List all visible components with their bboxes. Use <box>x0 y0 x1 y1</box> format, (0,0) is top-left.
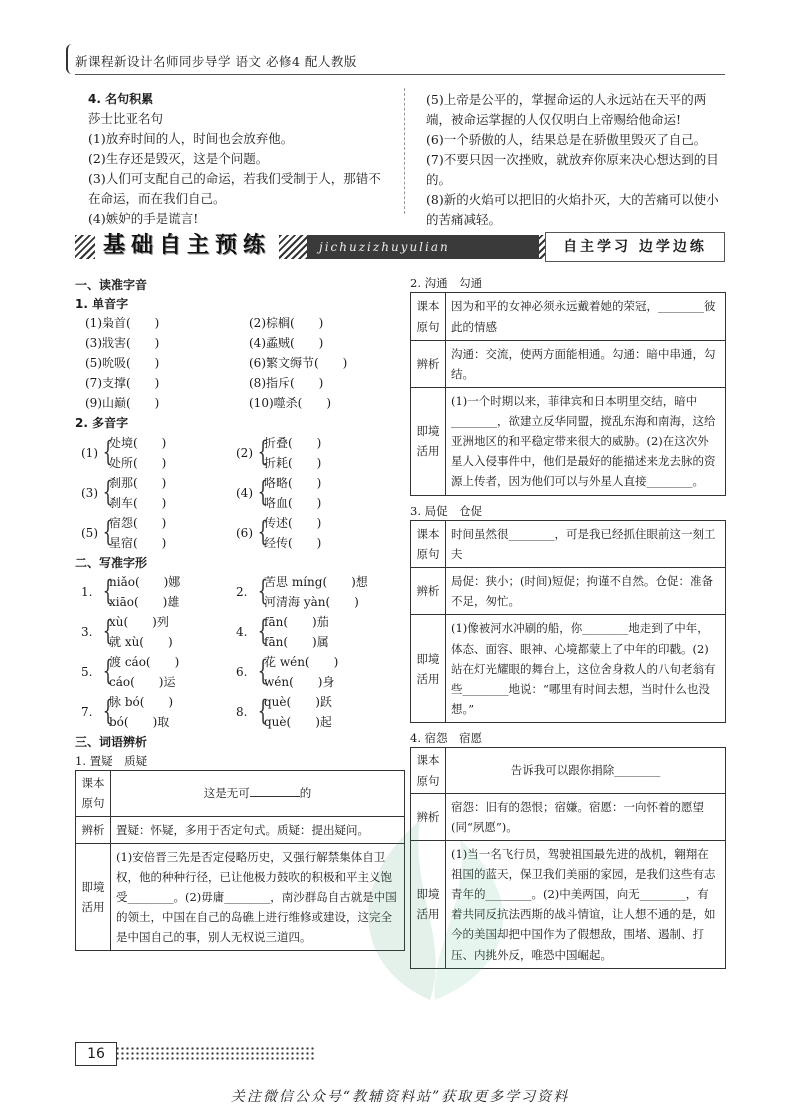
single-char-item: (2)棕榈( ) <box>249 316 324 331</box>
char-form-item <box>236 613 391 653</box>
brace: { <box>257 474 269 508</box>
item-number: 3. <box>81 625 93 640</box>
reading-a: 宿怨( ) <box>109 515 167 530</box>
item-number: 7. <box>81 705 93 720</box>
banner-title: 基础自主预练 <box>95 230 279 262</box>
use-text: (1)当一名飞行员，驾驶祖国最先进的战机，翱翔在祖国的蓝天，保卫我们美丽的家园，是我们这些有志青年的________。(2)中美两国，向无________，有着共同反抗法西斯的战斗情谊，让人想不通的是，如今的美国却把中国作为了假想敌，围堵、遏制、打压、内挑外反，唯恐中国崛起。 <box>446 840 726 968</box>
analysis-text: 宿怨：旧有的怨恨；宿嫌。宿愿：一向怀着的愿望(同“夙愿”)。 <box>446 793 726 840</box>
brace: { <box>102 474 114 508</box>
part1-heading: 一、读准字音 <box>75 278 148 292</box>
famous-quotes-continued <box>426 90 726 230</box>
char-form-item <box>81 693 236 733</box>
page-header: 新课程新设计名师同步导学 语文 必修4 配人教版 <box>75 54 357 69</box>
brace: { <box>257 434 269 468</box>
row-label-use: 即境活用 <box>76 843 111 951</box>
form-b: 河清海 yàn( ) <box>264 594 359 609</box>
row-label-analysis: 辨析 <box>76 816 111 843</box>
single-char-item: (10)噬杀( ) <box>249 396 331 411</box>
quote-8: (8)新的火焰可以把旧的火焰扑灭，大的苦痛可以使小的苦痛减轻。 <box>426 192 719 227</box>
row-label-use: 即境活用 <box>411 840 446 968</box>
item-number: 8. <box>236 705 248 720</box>
row-label-analysis: 辨析 <box>411 793 446 840</box>
orig-sentence: 因为和平的女神必须永远戴着她的荣冠，________彼此的情感 <box>446 293 726 340</box>
item-number: 5. <box>81 665 93 680</box>
orig-text-b: 的 <box>299 786 312 801</box>
single-char-item: (5)吮吸( ) <box>85 356 160 371</box>
single-char-heading: 1. 单音字 <box>75 297 129 312</box>
form-a: 花 wén( ) <box>264 654 339 669</box>
form-b: cáo( )运 <box>109 674 176 689</box>
char-form-list <box>81 573 405 733</box>
single-char-list <box>85 314 405 414</box>
analysis-text: 沟通：交流，使两方面能相通。勾通：暗中串通，勾结。 <box>446 340 726 387</box>
char-form-item <box>81 613 236 653</box>
brace: { <box>102 514 114 548</box>
brace: { <box>102 434 114 468</box>
single-char-item: (7)支撑( ) <box>85 376 160 391</box>
reading-a: 传述( ) <box>264 515 322 530</box>
multi-char-item <box>81 514 236 554</box>
brace: { <box>257 573 269 607</box>
quote-1: (1)放弃时间的人，时间也会放弃他。 <box>88 131 294 147</box>
column-divider <box>404 88 405 214</box>
brace: { <box>257 613 269 647</box>
form-a: què( )跃 <box>264 694 332 709</box>
row-label-orig: 课本原句 <box>411 293 446 340</box>
reading-a: 咯略( ) <box>264 475 322 490</box>
row-label-analysis: 辨析 <box>411 340 446 387</box>
item-number: (2) <box>236 445 253 460</box>
quote-4: (4)嫉妒的手是谎言! <box>88 211 199 227</box>
form-b: bó( )取 <box>109 714 170 729</box>
item-number: (5) <box>81 525 98 540</box>
brace: { <box>102 613 114 647</box>
use-text: (1)一个时期以来，菲律宾和日本明里交结，暗中________，欲建立反华同盟，搅乱东海和南海，这给亚洲地区的和平稳定带来很大的威胁。(2)在这次外星人入侵事件中，他们是最好的能描述来龙去脉的资源上传者，因为他们可以与外星人直接________。 <box>446 387 726 495</box>
row-label-orig: 课本原句 <box>411 520 446 567</box>
word-table-4 <box>410 747 726 968</box>
item-number: 2. <box>236 585 248 600</box>
reading-a: 折叠( ) <box>264 435 322 450</box>
multi-char-list <box>81 434 405 554</box>
word-table-2 <box>410 292 726 495</box>
reading-b: 星宿( ) <box>109 535 167 550</box>
item-number: (4) <box>236 485 253 500</box>
multi-char-heading: 2. 多音字 <box>75 416 129 431</box>
brace: { <box>257 693 269 727</box>
quote-2: (2)生存还是毁灭，这是个问题。 <box>88 151 269 167</box>
page-number-dots <box>115 1046 315 1060</box>
multi-char-item <box>81 474 236 514</box>
reading-b: 经传( ) <box>264 535 322 550</box>
row-label-use: 即境活用 <box>411 615 446 723</box>
reading-a: 处境( ) <box>109 435 167 450</box>
word-table-3 <box>410 520 726 723</box>
row-label-orig: 课本原句 <box>411 748 446 793</box>
single-char-item: (6)繁文缛节( ) <box>249 356 348 371</box>
banner-tag: 自主学习 边学边练 <box>545 232 725 262</box>
brace: { <box>102 573 114 607</box>
quotes-intro: 莎士比亚名句 <box>88 111 164 127</box>
row-label-use: 即境活用 <box>411 387 446 495</box>
quote-5: (5)上帝是公平的，掌握命运的人永远站在天平的两端，被命运掌握的人仅仅明白上帝赐给他命运! <box>426 92 707 127</box>
brace: { <box>257 653 269 687</box>
multi-char-item <box>236 474 391 514</box>
char-form-item <box>236 693 391 733</box>
table2-title: 2. 沟通 勾通 <box>410 276 483 290</box>
form-b: wén( )身 <box>264 674 335 689</box>
char-form-item <box>81 653 236 693</box>
single-char-item: (8)指斥( ) <box>249 376 324 391</box>
quote-7: (7)不要只因一次挫败，就放弃你原来决心想达到的目的。 <box>426 152 719 187</box>
char-form-item <box>236 573 391 613</box>
form-a: 脉 bó( ) <box>109 694 174 709</box>
reading-a: 刹那( ) <box>109 475 167 490</box>
form-b: xiāo( )雄 <box>109 594 180 609</box>
blank <box>250 784 300 797</box>
reading-b: 处所( ) <box>109 455 167 470</box>
form-b: què( )起 <box>264 714 332 729</box>
banner-pinyin: jichuzizhuyulian <box>307 235 539 259</box>
use-text: (1)像被河水冲刷的船，你________地走到了中年，体态、面容、眼神、心境都蒙上了中年的印戳。(2)站在灯光耀眼的舞台上，这位舍身救人的八旬老翁有些________地说：“哪里有时间去想，当时什么也没想。” <box>446 615 726 723</box>
table3-title: 3. 局促 仓促 <box>410 503 483 518</box>
part3-heading: 三、词语辨析 <box>75 734 148 749</box>
quote-6: (6)一个骄傲的人，结果总是在骄傲里毁灭了自己。 <box>426 132 707 147</box>
left-column <box>75 276 405 951</box>
page-number-block <box>75 1042 275 1064</box>
row-label-orig: 课本原句 <box>76 771 111 816</box>
quote-3: (3)人们可支配自己的命运，若我们受制于人，那错不在命运，而在我们自己。 <box>88 171 381 207</box>
part2-heading: 二、写准字形 <box>75 555 148 570</box>
reading-b: 咯血( ) <box>264 495 322 510</box>
item-number: (6) <box>236 525 253 540</box>
form-a: niǎo( )娜 <box>109 574 181 589</box>
orig-sentence <box>111 771 405 816</box>
analysis-text: 局促：狭小；(时间)短促；拘谨不自然。仓促：准备不足，匆忙。 <box>446 568 726 615</box>
table4-title: 4. 宿怨 宿愿 <box>410 731 483 746</box>
brace: { <box>257 514 269 548</box>
brace: { <box>102 693 114 727</box>
multi-char-item <box>236 514 391 554</box>
item-number: (3) <box>81 485 98 500</box>
right-column <box>410 276 726 969</box>
single-char-item: (3)戕害( ) <box>85 336 160 351</box>
multi-char-item <box>81 434 236 474</box>
famous-quotes-section <box>88 90 393 229</box>
analysis-text: 置疑：怀疑，多用于否定句式。质疑：提出疑问。 <box>111 816 405 843</box>
item-number: 1. <box>81 585 93 600</box>
orig-sentence: 时间虽然很________，可是我已经抓住眼前这一刻工夫 <box>446 520 726 567</box>
item-number: (1) <box>81 445 98 460</box>
form-a: xù( )列 <box>109 614 169 629</box>
char-form-item <box>236 653 391 693</box>
multi-char-item <box>236 434 391 474</box>
single-char-item: (1)枭首( ) <box>85 316 160 331</box>
reading-b: 折耗( ) <box>264 455 322 470</box>
form-a: 渡 cáo( ) <box>109 654 180 669</box>
table1-title: 1. 置疑 质疑 <box>75 753 148 768</box>
row-label-analysis: 辨析 <box>411 568 446 615</box>
orig-sentence: 告诉我可以跟你捐除________ <box>446 748 726 793</box>
word-table-1 <box>75 770 405 951</box>
single-char-item: (4)蟊贼( ) <box>249 336 324 351</box>
brace: { <box>102 653 114 687</box>
orig-text-a: 这是无可 <box>203 786 250 801</box>
page-number: 16 <box>75 1042 117 1066</box>
form-a: 苦思 míng( )想 <box>264 574 368 589</box>
page-footer: 关注微信公众号“教辅资料站”获取更多学习资料 <box>230 1089 570 1105</box>
form-a: fān( )茄 <box>264 614 329 629</box>
item-number: 6. <box>236 665 248 680</box>
form-b: 就 xù( ) <box>109 634 173 649</box>
use-text: (1)安倍晋三先是否定侵略历史，又强行解禁集体自卫权，他的种种行径，已让他极力鼓吹的积极和平主义饱受________。(2)毋庸________，南沙群岛自古就是中国的领土，中国在自己的岛礁上进行维修或建设，这完全是中国自己的事，别人无权说三道四。 <box>111 843 405 951</box>
single-char-item: (9)山巅( ) <box>85 396 160 411</box>
header-rule <box>75 74 725 75</box>
char-form-item <box>81 573 236 613</box>
section-heading: 4. 名句积累 <box>88 92 154 106</box>
reading-b: 刹车( ) <box>109 495 167 510</box>
item-number: 4. <box>236 625 248 640</box>
section-banner <box>75 232 725 262</box>
form-b: fān( )属 <box>264 634 329 649</box>
